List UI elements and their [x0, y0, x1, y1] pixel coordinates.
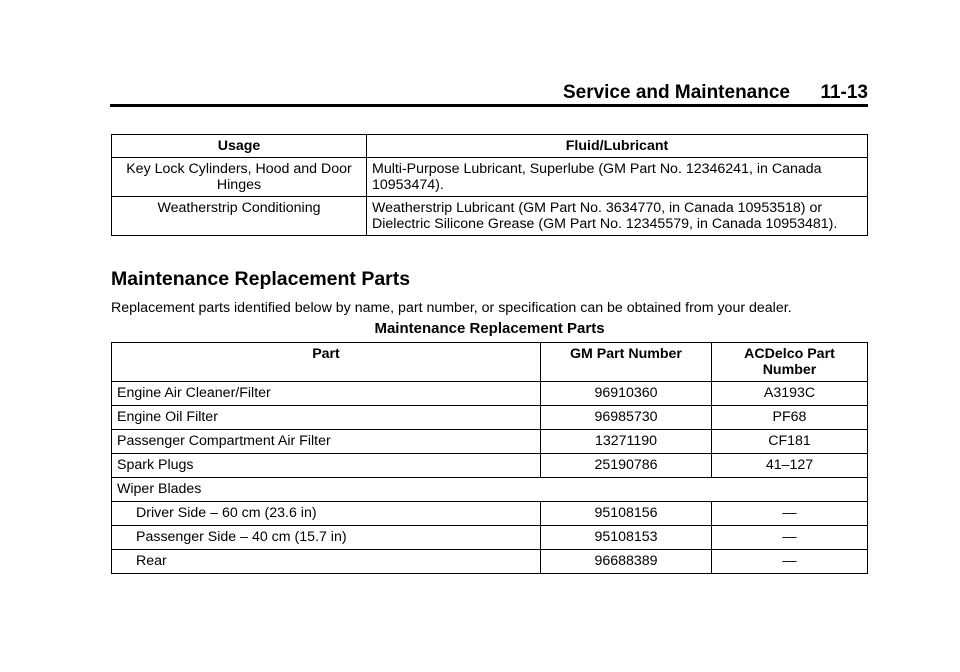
table-caption: Maintenance Replacement Parts: [374, 320, 605, 337]
acdelco-part-number-cell: 41–127: [712, 454, 868, 478]
part-name-cell: Passenger Side – 40 cm (15.7 in): [112, 526, 541, 550]
part-name-cell: Engine Oil Filter: [112, 406, 541, 430]
part-name-cell: Spark Plugs: [112, 454, 541, 478]
column-header-gm-part-number: GM Part Number: [541, 343, 712, 382]
acdelco-part-number-cell: —: [712, 550, 868, 574]
acdelco-part-number-cell: —: [712, 526, 868, 550]
table-row: [112, 430, 868, 454]
acdelco-part-number-cell: A3193C: [712, 382, 868, 406]
table-header-row: [112, 135, 868, 158]
column-header-part: Part: [112, 343, 541, 382]
fluid-lubricant-table: [111, 134, 868, 236]
part-name-cell: Rear: [112, 550, 541, 574]
table-row: [112, 406, 868, 430]
gm-part-number-cell: 95108156: [541, 502, 712, 526]
part-group-cell: Wiper Blades: [112, 478, 868, 502]
column-header-acdelco-part-number: ACDelco Part Number: [712, 343, 868, 382]
gm-part-number-cell: 96985730: [541, 406, 712, 430]
fluid-cell: Multi-Purpose Lubricant, Superlube (GM Part No. 12346241, in Canada 10953474).: [367, 158, 868, 197]
gm-part-number-cell: 95108153: [541, 526, 712, 550]
table-row: [112, 197, 868, 236]
table-row: [112, 382, 868, 406]
table-row: [112, 454, 868, 478]
table-row: [112, 502, 868, 526]
table-row: [112, 526, 868, 550]
section-intro-text: Replacement parts identified below by name, part number, or specification can be obtained from your dealer.: [111, 300, 792, 316]
table-row: [112, 550, 868, 574]
gm-part-number-cell: 25190786: [541, 454, 712, 478]
acdelco-part-number-cell: CF181: [712, 430, 868, 454]
fluid-cell: Weatherstrip Lubricant (GM Part No. 3634770, in Canada 10953518) or Dielectric Silicone Grease (GM Part No. 12345579, in Canada 10953481).: [367, 197, 868, 236]
gm-part-number-cell: 96688389: [541, 550, 712, 574]
page-header: [110, 82, 868, 107]
usage-cell: Key Lock Cylinders, Hood and Door Hinges: [112, 158, 367, 197]
acdelco-part-number-cell: PF68: [712, 406, 868, 430]
usage-cell: Weatherstrip Conditioning: [112, 197, 367, 236]
acdelco-part-number-cell: —: [712, 502, 868, 526]
column-header-fluid-lubricant: Fluid/Lubricant: [367, 135, 868, 158]
table-row: [112, 158, 868, 197]
table-row-group-wiper-blades: [112, 478, 868, 502]
table-header-row: [112, 343, 868, 382]
part-name-cell: Passenger Compartment Air Filter: [112, 430, 541, 454]
page-number: 11-13: [820, 82, 868, 103]
part-name-cell: Engine Air Cleaner/Filter: [112, 382, 541, 406]
part-name-cell: Driver Side – 60 cm (23.6 in): [112, 502, 541, 526]
replacement-parts-table: [111, 342, 868, 574]
column-header-usage: Usage: [112, 135, 367, 158]
page-header-title: Service and Maintenance: [562, 82, 790, 103]
gm-part-number-cell: 13271190: [541, 430, 712, 454]
gm-part-number-cell: 96910360: [541, 382, 712, 406]
section-heading: Maintenance Replacement Parts: [111, 268, 411, 290]
